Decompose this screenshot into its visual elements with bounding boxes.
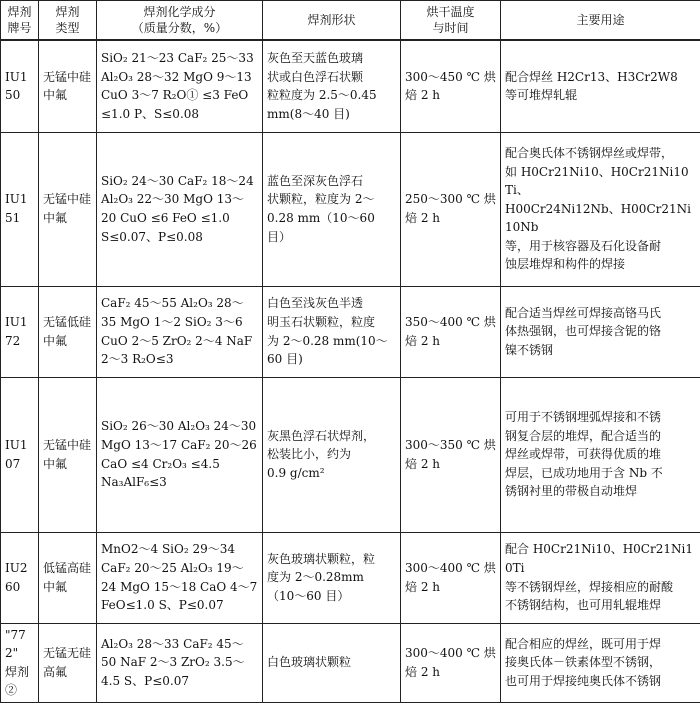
- cell-composition: Al₂O₃ 28～33 CaF₂ 45～ 50 NaF 2～3 ZrO₂ 3.5～ 4.5 S、P≤0.07: [97, 623, 263, 702]
- cell-drying: 250～300 ℃ 烘 焙 2 h: [401, 132, 501, 286]
- cell-use: 配合奥氏体不锈钢焊丝或焊带， 如 H0Cr21Ni10、H0Cr21Ni10Ti、 H00Cr24Ni12Nb、H00Cr21Ni10Nb 等，用于核容器及石化设备耐 蚀层堆焊和构件的焊接: [501, 132, 700, 286]
- table-row: [1, 623, 700, 702]
- header-composition: 焊剂化学成分 （质量分数，%）: [97, 1, 263, 41]
- header-row: [1, 1, 700, 41]
- cell-brand: "772" 焊剂②: [1, 623, 39, 702]
- cell-form: 灰色至天蓝色玻璃 状或白色浮石状颗 粒粒度为 2.5～0.45 mm(8～40 目): [263, 40, 401, 132]
- cell-type: 无锰中硅 中氟: [39, 40, 97, 132]
- cell-composition: CaF₂ 45～55 Al₂O₃ 28～ 35 MgO 1～2 SiO₂ 3～6 CuO 2～5 ZrO₂ 2～4 NaF 2～3 R₂O≤3: [97, 286, 263, 377]
- cell-form: 灰色玻璃状颗粒，粒 度为 2～0.28mm （10～60 目）: [263, 532, 401, 623]
- cell-type: 低锰高硅 中氟: [39, 532, 97, 623]
- cell-brand: IU172: [1, 286, 39, 377]
- cell-type: 无锰中硅 中氟: [39, 132, 97, 286]
- cell-form: 白色玻璃状颗粒: [263, 623, 401, 702]
- table-row: [1, 40, 700, 132]
- table-row: [1, 132, 700, 286]
- cell-use: 配合 H0Cr21Ni10、H0Cr21Ni10Ti 等不锈钢焊丝，焊接相应的耐酸 不锈钢结构，也可用轧辊堆焊: [501, 532, 700, 623]
- cell-form: 白色至浅灰色半透 明玉石状颗粒，粒度 为 2～0.28 mm(10～ 60 目): [263, 286, 401, 377]
- cell-brand: IU150: [1, 40, 39, 132]
- cell-brand: IU107: [1, 377, 39, 532]
- cell-brand: IU260: [1, 532, 39, 623]
- cell-type: 无锰无硅 高氟: [39, 623, 97, 702]
- cell-form: 蓝色至深灰色浮石 状颗粒，粒度为 2～ 0.28 mm（10～60 目）: [263, 132, 401, 286]
- table-row: [1, 377, 700, 532]
- header-form: 焊剂形状: [263, 1, 401, 41]
- cell-composition: SiO₂ 26～30 Al₂O₃ 24～30 MgO 13～17 CaF₂ 20～26 CaO ≤4 Cr₂O₃ ≤4.5 Na₃AlF₆≤3: [97, 377, 263, 532]
- cell-use: 配合焊丝 H2Cr13、H3Cr2W8 等可堆焊轧辊: [501, 40, 700, 132]
- header-use: 主要用途: [501, 1, 700, 41]
- header-brand: 焊剂 牌号: [1, 1, 39, 41]
- cell-drying: 350～400 ℃ 烘 焙 2 h: [401, 286, 501, 377]
- cell-composition: MnO2～4 SiO₂ 29～34 CaF₂ 20～25 Al₂O₃ 19～ 24 MgO 15～18 CaO 4～7 FeO≤1.0 S、P≤0.07: [97, 532, 263, 623]
- cell-drying: 300～400 ℃ 烘 焙 2 h: [401, 623, 501, 702]
- cell-use: 配合适当焊丝可焊接高铬马氏 体热强钢，也可焊接含铌的铬 镍不锈钢: [501, 286, 700, 377]
- cell-use: 可用于不锈钢埋弧焊接和不锈 钢复合层的堆焊，配合适当的 焊丝或焊带，可获得优质的堆 焊层，已成功地用于含 Nb 不 锈钢衬里的带极自动堆焊: [501, 377, 700, 532]
- cell-type: 无锰低硅 中氟: [39, 286, 97, 377]
- header-drying: 烘干温度 与时间: [401, 1, 501, 41]
- cell-composition: SiO₂ 24～30 CaF₂ 18～24 Al₂O₃ 22～30 MgO 13～ 20 CuO ≤6 FeO ≤1.0 S≤0.07、P≤0.08: [97, 132, 263, 286]
- cell-drying: 300～450 ℃ 烘 焙 2 h: [401, 40, 501, 132]
- table-row: [1, 532, 700, 623]
- cell-composition: SiO₂ 21～23 CaF₂ 25～33 Al₂O₃ 28～32 MgO 9～13 CuO 3～7 R₂O① ≤3 FeO ≤1.0 P、S≤0.08: [97, 40, 263, 132]
- cell-type: 无锰中硅 中氟: [39, 377, 97, 532]
- cell-form: 灰黑色浮石状焊剂， 松装比小，约为 0.9 g/cm²: [263, 377, 401, 532]
- cell-drying: 300～400 ℃ 烘 焙 2 h: [401, 532, 501, 623]
- header-type: 焊剂 类型: [39, 1, 97, 41]
- cell-use: 配合相应的焊丝，既可用于焊 接奥氏体－铁素体型不锈钢， 也可用于焊接纯奥氏体不锈钢: [501, 623, 700, 702]
- cell-drying: 300～350 ℃ 烘 焙 2 h: [401, 377, 501, 532]
- cell-brand: IU151: [1, 132, 39, 286]
- table-row: [1, 286, 700, 377]
